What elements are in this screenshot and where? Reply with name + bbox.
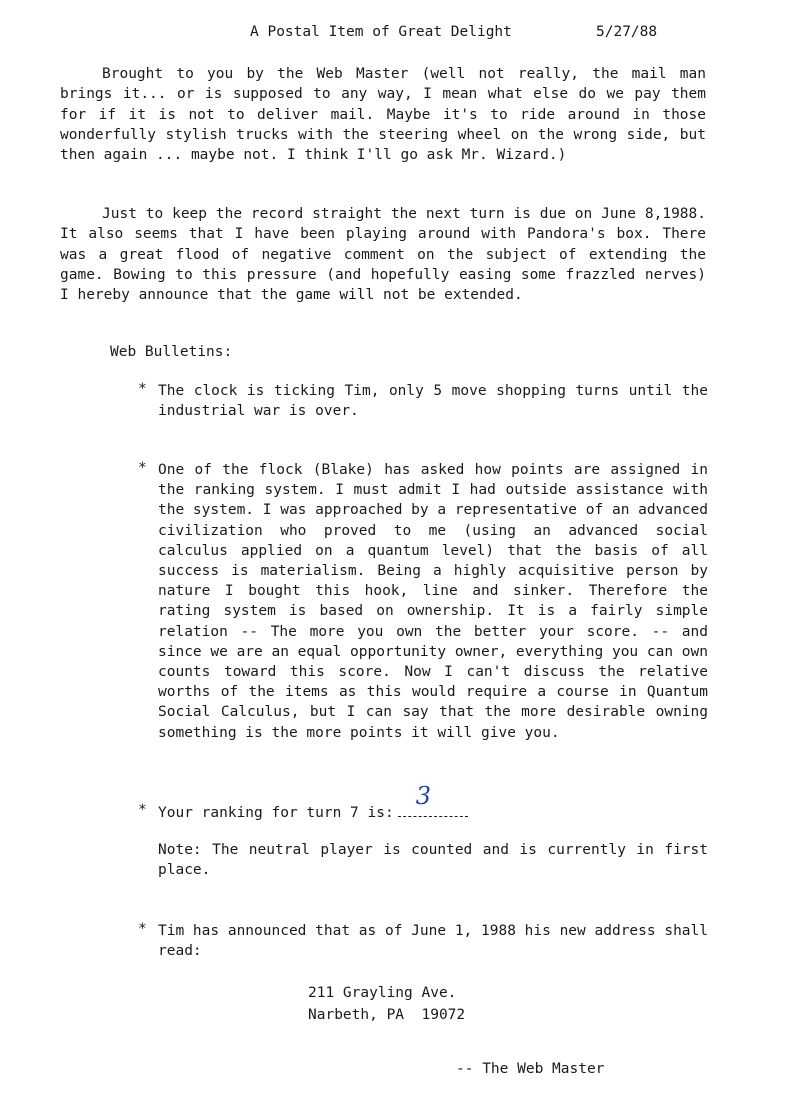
ranking-prompt: Your ranking for turn 7 is: xyxy=(158,805,394,821)
bullet-star: * xyxy=(138,460,147,476)
mailing-address xyxy=(308,982,465,1026)
document-date: 5/27/88 xyxy=(596,24,658,40)
bulletin-item xyxy=(138,381,708,421)
ranking-blank xyxy=(398,782,468,817)
intro-paragraph: Brought to you by the Web Master (well not really, the mail man brings it... or is supposed to any way, I mean what else do we pay them for if it is not to deliver mail. Maybe it's to ride around in those wonderfully stylish trucks with the steering wheel on the wrong side, but then again ... maybe not. I think I'll go ask Mr. Wizard.) xyxy=(60,66,706,164)
bullet-star: * xyxy=(138,381,147,397)
turn-announcement-paragraph: Just to keep the record straight the next turn is due on June 8,1988. It also seems that I have been playing around with Pandora's box. There was a great flood of negative comment on the subject of extending the game. Bowing to this pressure (and hopefully easing some frazzled nerves) I hereby announce that the game will not be extended. xyxy=(60,206,706,304)
bulletin-item xyxy=(138,460,708,743)
signature: -- The Web Master xyxy=(456,1061,605,1077)
bulletin-clock-text: The clock is ticking Tim, only 5 move shopping turns until the industrial war is over. xyxy=(158,383,708,420)
document-header xyxy=(0,24,800,46)
bulletin-item xyxy=(138,782,708,823)
bulletin-item xyxy=(138,921,708,961)
ranking-line xyxy=(158,782,708,823)
address-line-street: 211 Grayling Ave. xyxy=(308,985,457,1001)
bulletin-address-intro: Tim has announced that as of June 1, 1988 his new address shall read: xyxy=(158,923,708,960)
bullet-star: * xyxy=(138,802,147,818)
bulletins-heading: Web Bulletins: xyxy=(110,344,233,360)
bullet-star: * xyxy=(138,921,147,937)
bulletin-ranking-explanation: One of the flock (Blake) has asked how points are assigned in the ranking system. I must admit I had outside assistance with the system. I was approached by a representative of an advanced civilization who proved to me (using an advanced social calculus applied on a quantum level) that the basis of all success is materialism. Being a highly acquisitive person by nature I bought this hook, line and sinker. Therefore the rating system is based on ownership. It is a fairly simple relation -- The more you own the better your score. -- and since we are an equal opportunity owner, everything you can own counts toward this score. Now I can't discuss the relative worths of the items as this would require a course in Quantum Social Calculus, but I can say that the more desirable owning something is the more points it will give you. xyxy=(158,462,708,741)
address-line-city: Narbeth, PA 19072 xyxy=(308,1007,466,1023)
document-title: A Postal Item of Great Delight xyxy=(250,24,512,40)
handwritten-ranking-value: 3 xyxy=(415,782,431,810)
ranking-note: Note: The neutral player is counted and is currently in first place. xyxy=(158,842,708,879)
